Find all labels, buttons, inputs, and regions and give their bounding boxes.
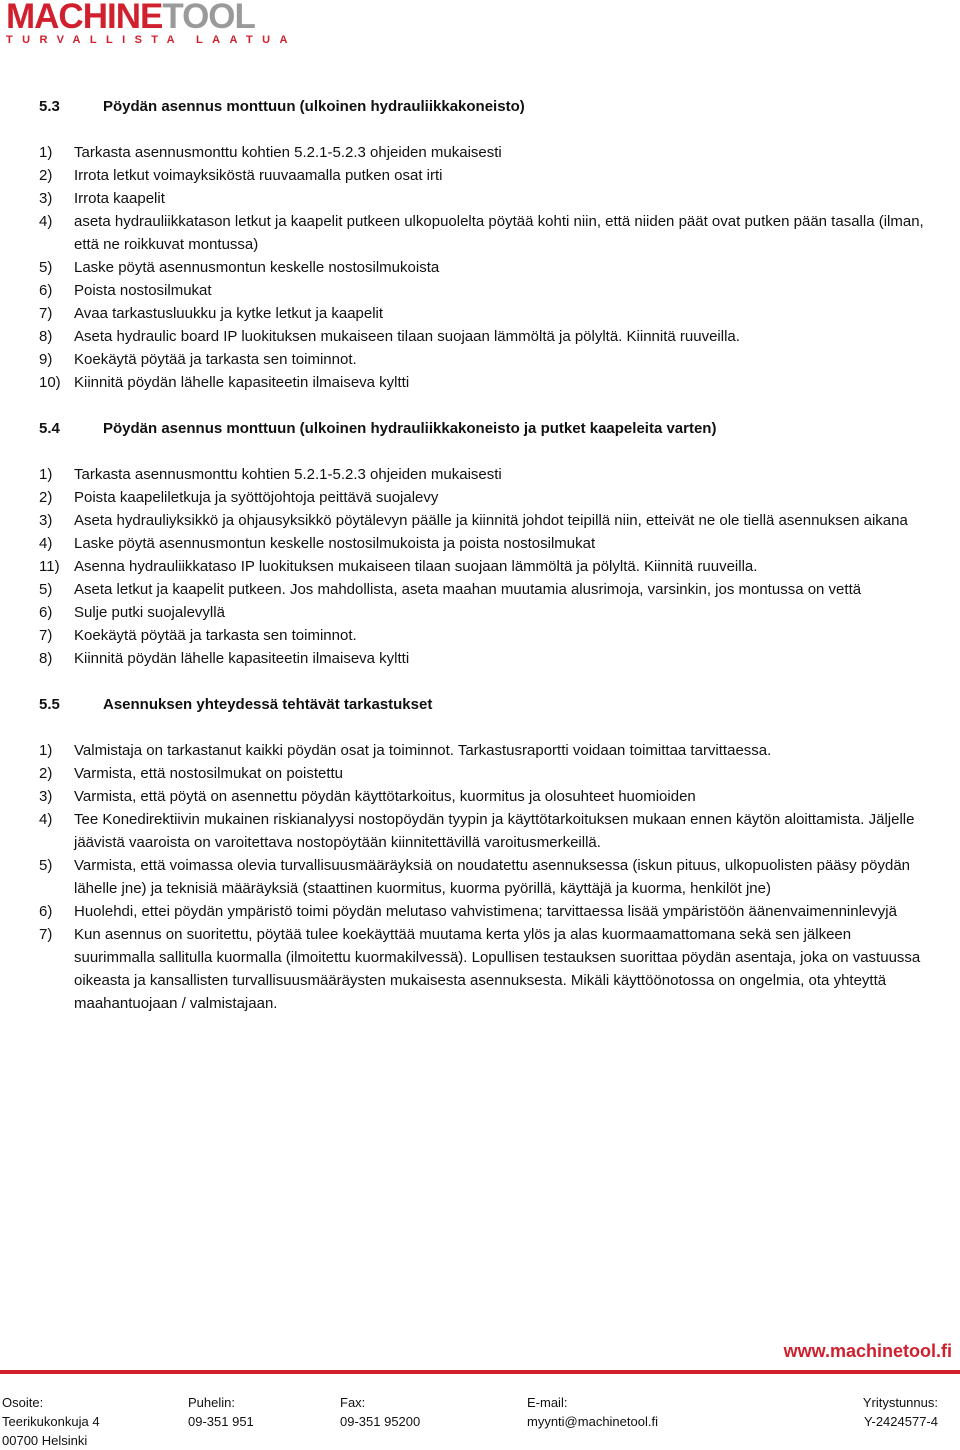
list-item: 5) Aseta letkut ja kaapelit putkeen. Jos mahdollista, aseta maahan muutamia alusrimoja, varsinkin, jos montussa on vettä — [39, 581, 862, 598]
section-number: 5.3 — [39, 98, 60, 115]
section-heading-5-3 — [39, 95, 934, 118]
section-title: Asennuksen yhteydessä tehtävät tarkastukset — [103, 696, 433, 713]
list-item: 6) Huolehdi, ettei pöydän ympäristö toimi pöydän melutaso vahvistimena; tarvittaessa lisää ympäristöön äänenvaimenninlevyjä — [39, 903, 897, 920]
section-number: 5.4 — [39, 420, 60, 437]
section-title: Pöydän asennus monttuun (ulkoinen hydrauliikkakoneisto ja putket kaapeleita varten) — [103, 420, 717, 437]
list-item: 3) Varmista, että pöytä on asennettu pöydän käyttötarkoitus, kuormitus ja olosuhteet huomioiden — [39, 788, 696, 805]
footer-email: E-mail: myynti@machinetool.fi — [527, 1395, 658, 1429]
list-item: 3) Aseta hydrauliyksikkö ja ohjausyksikkö pöytälevyn päälle ja kiinnitä johdot teipillä niin, etteivät ne ole tiellä asennuksen aikana — [39, 512, 908, 529]
list-item: 4) Tee Konedirektiivin mukainen riskianalyysi nostopöydän tyypin ja käyttötarkoituksen mukaan ennen käytön aloittamista. Jäljelle jäävistä vaaroista on varoitettava nostopöytään kiinnitettävillä varoitusmerkeillä. — [39, 811, 915, 851]
footer-company-id: Yritystunnus: Y-2424577-4 — [862, 1395, 938, 1429]
list-item: 10) Kiinnitä pöydän lähelle kapasiteetin ilmaiseva kyltti — [39, 374, 410, 391]
section-title: Pöydän asennus monttuun (ulkoinen hydrauliikkakoneisto) — [103, 98, 525, 115]
list-item: 6) Sulje putki suojalevyllä — [39, 604, 225, 621]
section-heading-5-4 — [39, 417, 934, 440]
list-item: 7) Kun asennus on suoritettu, pöytää tulee koekäyttää muutama kerta ylös ja alas kuormaamattomana sekä sen jälkeen suurimmalla sallitulla kuormalla (ilmoitettu kuormakilvessä). Lopullisen testauksen suorittaa pöydän asentaja, joka on vastuussa oikeasta ja kansallisten turvallisuusmääräysten mukaisesta asennuksesta. Mikäli käyttöönotossa on ongelmia, ota yhteyttä maahantuojaan / valmistajaan. — [39, 926, 921, 1012]
section-heading-5-5 — [39, 693, 934, 716]
footer-phone: Puhelin: 09-351 951 — [188, 1395, 254, 1429]
list-item: 7) Avaa tarkastusluukku ja kytke letkut ja kaapelit — [39, 305, 384, 322]
section-5-5-list — [39, 739, 934, 1015]
logo-tagline: TURVALLISTA LAATUA — [6, 34, 297, 46]
list-item: 7) Koekäytä pöytää ja tarkasta sen toiminnot. — [39, 627, 357, 644]
list-item: 11) Asenna hydrauliikkataso IP luokituksen mukaiseen tilaan suojaan lämmöltä ja pölyltä. Kiinnitä ruuveilla. — [39, 558, 758, 575]
list-item: 6) Poista nostosilmukat — [39, 282, 212, 299]
list-item: 1) Tarkasta asennusmonttu kohtien 5.2.1-5.2.3 ohjeiden mukaisesti — [39, 466, 502, 483]
footer-fax: Fax: 09-351 95200 — [340, 1395, 421, 1429]
list-item: 8) Aseta hydraulic board IP luokituksen mukaiseen tilaan suojaan lämmöltä ja pölyltä. Kiinnitä ruuveilla. — [39, 328, 740, 345]
section-number: 5.5 — [39, 696, 60, 713]
list-item: 1) Tarkasta asennusmonttu kohtien 5.2.1-5.2.3 ohjeiden mukaisesti — [39, 144, 502, 161]
list-item: 2) Irrota letkut voimayksiköstä ruuvaamalla putken osat irti — [39, 167, 443, 184]
section-5-4-list — [39, 463, 934, 670]
list-item: 1) Valmistaja on tarkastanut kaikki pöydän osat ja toiminnot. Tarkastusraportti voidaan toimittaa tarvittaessa. — [39, 742, 772, 759]
website-link[interactable]: www.machinetool.fi — [783, 1341, 952, 1361]
list-item: 4) aseta hydrauliikkatason letkut ja kaapelit putkeen ulkopuolelta pöytää kohti niin, että niiden päät ovat putken pään tasalla (ilman, että ne roikkuvat montussa) — [39, 213, 924, 253]
list-item: 2) Varmista, että nostosilmukat on poistettu — [39, 765, 344, 782]
list-item: 5) Varmista, että voimassa olevia turvallisuusmääräyksiä on noudatettu asennuksessa (iskun pituus, ulkopuolisten pääsy pöydän lähelle jne) ja teknisiä määräyksiä (staattinen kuormitus, kuorma pyörillä, käyttäjä ja kuorma, henkilöt jne) — [39, 857, 911, 897]
list-item: 5) Laske pöytä asennusmontun keskelle nostosilmukoista — [39, 259, 440, 276]
list-item: 2) Poista kaapeliletkuja ja syöttöjohtoja peittävä suojalevy — [39, 489, 439, 506]
document-body — [39, 95, 934, 1015]
email-link[interactable]: myynti@machinetool.fi — [527, 1414, 658, 1429]
footer-divider — [0, 1370, 960, 1374]
section-5-3-list — [39, 141, 934, 394]
logo-wordmark: MACHINETOOL — [6, 0, 255, 36]
company-logo — [6, 0, 297, 50]
list-item: 3) Irrota kaapelit — [39, 190, 165, 207]
list-item: 9) Koekäytä pöytää ja tarkasta sen toiminnot. — [39, 351, 357, 368]
footer-address: Osoite: Teerikukonkuja 4 00700 Helsinki — [2, 1395, 100, 1448]
list-item: 8) Kiinnitä pöydän lähelle kapasiteetin ilmaiseva kyltti — [39, 650, 410, 667]
list-item: 4) Laske pöytä asennusmontun keskelle nostosilmukoista ja poista nostosilmukat — [39, 535, 596, 552]
